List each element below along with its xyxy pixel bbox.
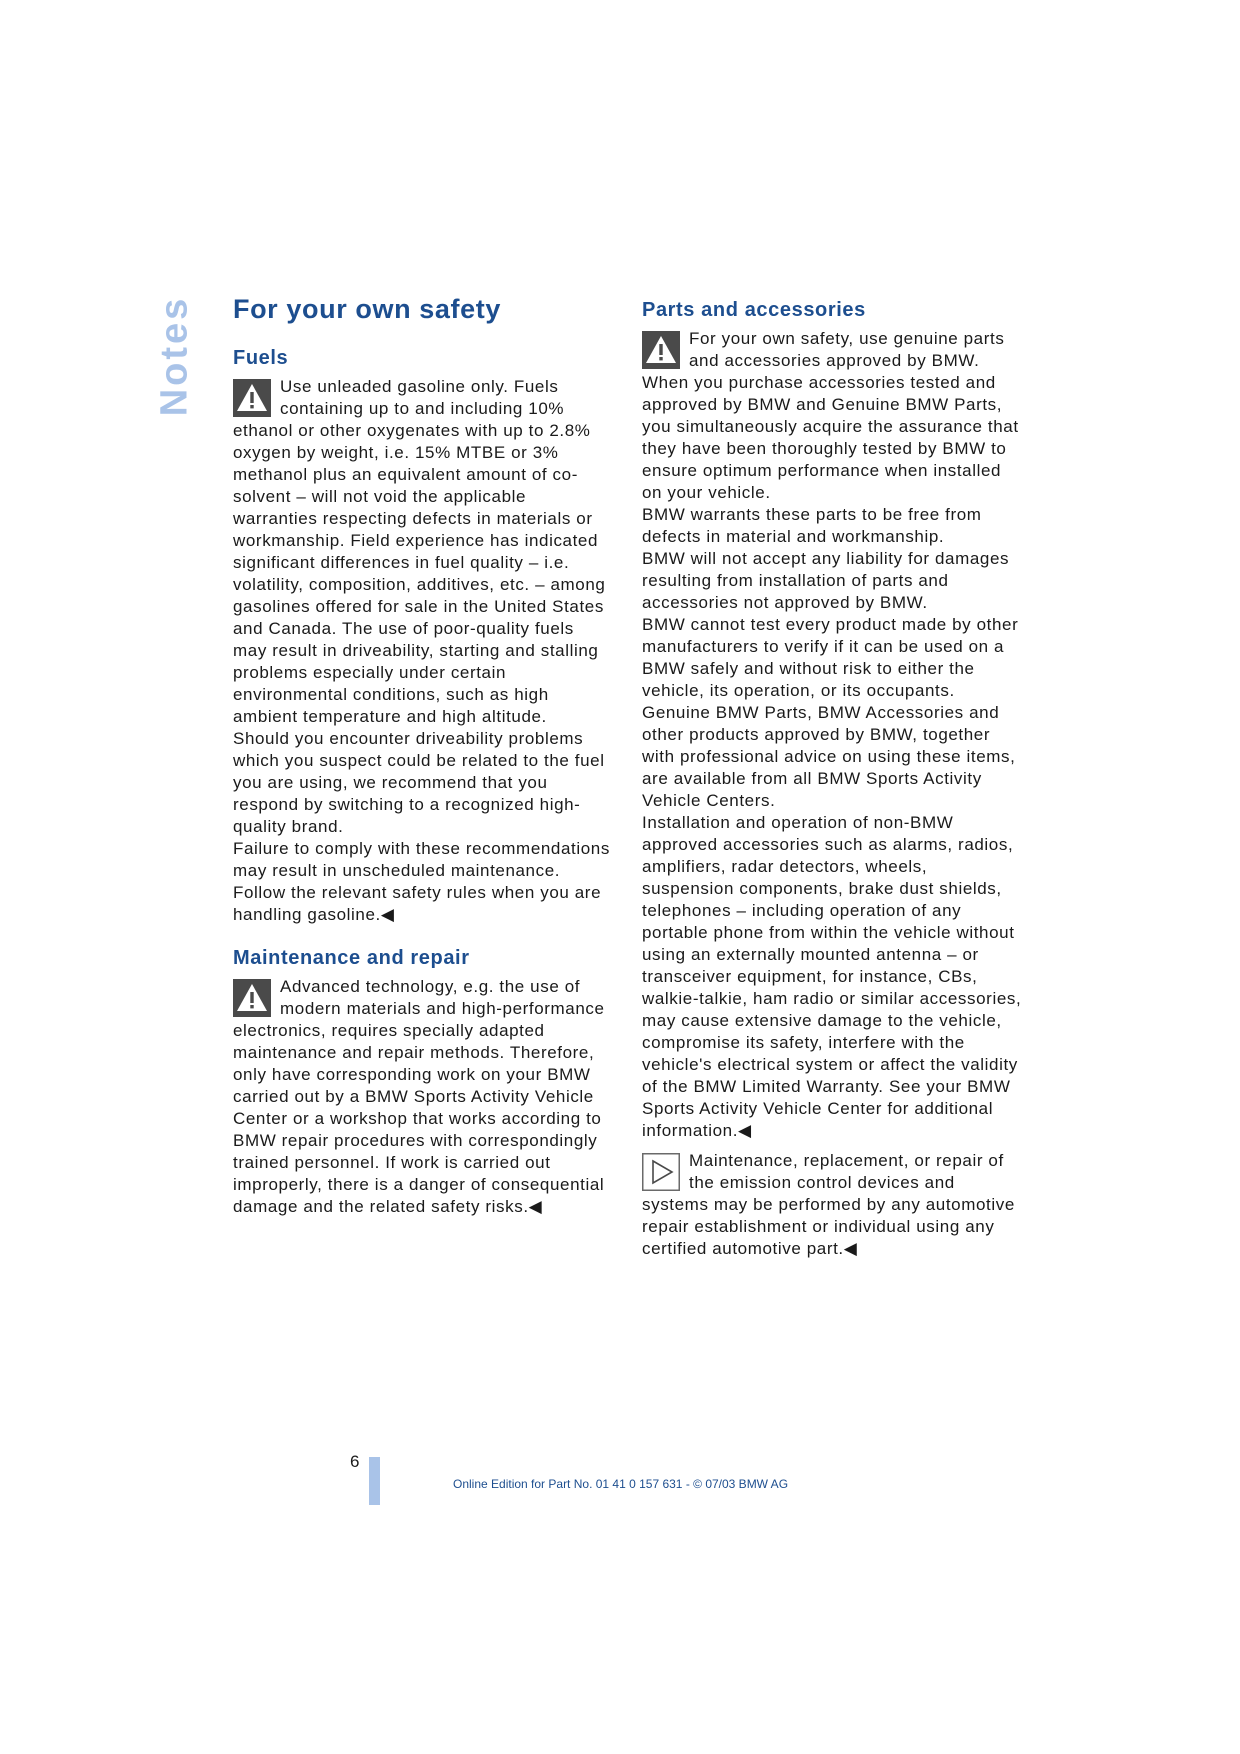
fuels-paragraph: Failure to comply with these recommendations may result in unscheduled maintenance.	[233, 839, 610, 880]
fuels-heading: Fuels	[233, 347, 289, 369]
fuels-warning-text: Use unleaded gasoline only. Fuels containing up to and including 10% ethanol or other oxygenates with up to 2.8% oxygen by weight, i.e. 15% MTBE or 3% methanol plus an equivalent amount of co-solvent – will not void the applicable warranties respecting defects in materials or workmanship. Field experience has indicated significant differences in fuel quality – i.e. volatility, composition, additives, etc. – among gasolines offered for sale in the United States and Canada. The use of poor-quality fuels may result in driveability, starting and stalling problems especially under certain environmental conditions, such as high ambient temperature and high altitude.	[233, 377, 606, 726]
footer-edition: Online Edition for Part No. 01 41 0 157 631 - © 07/03 BMW AG	[453, 1477, 789, 1491]
parts-paragraph: BMW cannot test every product made by other manufacturers to verify if it can be used on a BMW safely and without risk to either the vehicle, its operation, or its occupants.	[642, 615, 1019, 700]
emission-note-text: Maintenance, replacement, or repair of the emission control devices and systems may be performed by any automotive repair establishment or individual using any certified automotive part.◀	[642, 1151, 1015, 1258]
parts-paragraph: BMW warrants these parts to be free from defects in material and workmanship.	[642, 505, 982, 546]
fuels-paragraph: Should you encounter driveability problems which you suspect could be related to the fuel you are using, we recommend that you respond by switching to a recognized high-quality brand.	[233, 729, 605, 836]
warning-icon	[233, 979, 271, 1017]
warning-icon	[233, 379, 271, 417]
note-triangle-icon	[642, 1153, 680, 1191]
maintenance-warning-text: Advanced technology, e.g. the use of modern materials and high-performance electronics, requires specially adapted maintenance and repair methods. Therefore, only have corresponding work on your BMW carried out by a BMW Sports Activity Vehicle Center or a workshop that works according to BMW repair procedures with correspondingly trained personnel. If work is carried out improperly, there is a danger of consequential damage and the related safety risks.◀	[233, 977, 605, 1216]
end-marker-icon: ◀	[843, 1239, 858, 1258]
parts-warning-note	[642, 328, 1022, 372]
side-tab	[150, 296, 200, 416]
end-marker-icon: ◀	[738, 1121, 752, 1140]
end-marker-icon: ◀	[528, 1197, 543, 1216]
page-marker-bar	[369, 1457, 380, 1505]
side-tab-label: Notes	[153, 295, 196, 417]
parts-warning-text: For your own safety, use genuine parts and accessories approved by BMW.	[689, 329, 1005, 370]
left-column	[233, 292, 613, 1218]
parts-paragraph: BMW will not accept any liability for damages resulting from installation of parts and accessories not approved by BMW.	[642, 549, 1010, 612]
parts-heading: Parts and accessories	[642, 299, 866, 321]
fuels-paragraph: Follow the relevant safety rules when you are handling gasoline.◀	[233, 883, 602, 924]
fuels-warning-note	[233, 376, 613, 728]
page-number: 6	[350, 1452, 360, 1471]
maintenance-heading: Maintenance and repair	[233, 947, 470, 969]
parts-paragraph: When you purchase accessories tested and approved by BMW and Genuine BMW Parts, you simultaneously acquire the assurance that they have been thoroughly tested by BMW to ensure optimum performance when installed on your vehicle.	[642, 373, 1019, 502]
right-column	[642, 298, 1022, 1260]
warning-icon	[642, 331, 680, 369]
emission-note	[642, 1150, 1022, 1260]
page-title: For your own safety	[233, 294, 501, 324]
parts-paragraph: Genuine BMW Parts, BMW Accessories and other products approved by BMW, together with professional advice on using these items, are available from all BMW Sports Activity Vehicle Centers.	[642, 703, 1016, 810]
parts-paragraph: Installation and operation of non-BMW approved accessories such as alarms, radios, amplifiers, radar detectors, wheels, suspension components, brake dust shields, telephones – including operation of any portable phone from within the vehicle without using an externally mounted antenna – or transceiver equipment, for instance, CBs, walkie-talkie, ham radio or similar accessories, may cause extensive damage to the vehicle, compromise its safety, interfere with the vehicle's electrical system or affect the validity of the BMW Limited Warranty. See your BMW Sports Activity Vehicle Center for additional information.◀	[642, 813, 1022, 1140]
end-marker-icon: ◀	[380, 905, 395, 924]
maintenance-warning-note	[233, 976, 613, 1218]
